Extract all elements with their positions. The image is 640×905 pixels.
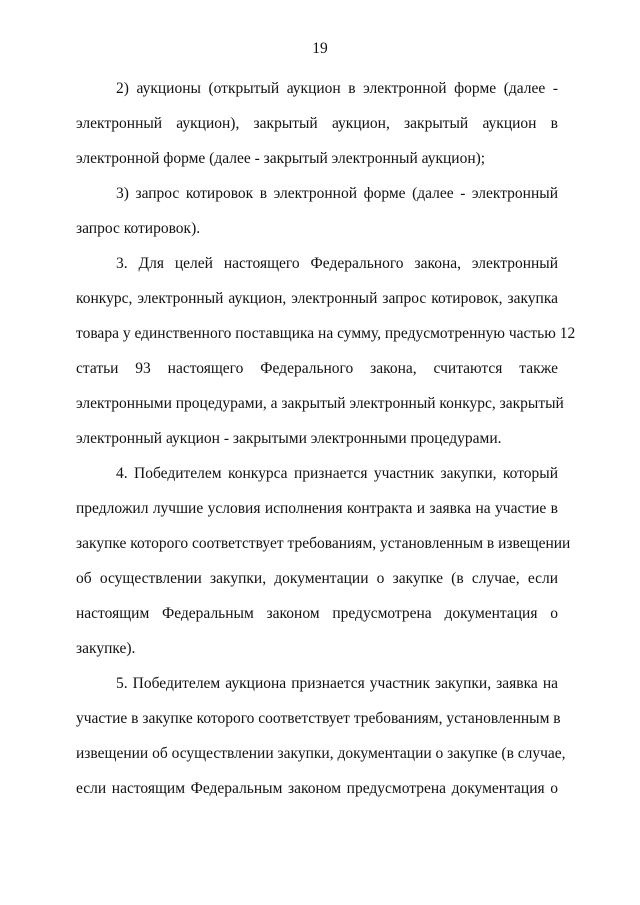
- text-line: 5. Победителем аукциона признается участник закупки, заявка на: [116, 675, 558, 692]
- text-line: электронной форме (далее - закрытый электронный аукцион);: [76, 150, 486, 167]
- text-line: закупке которого соответствует требованиям, установленным в извещении: [76, 535, 571, 552]
- text-line: электронный аукцион), закрытый аукцион, закрытый аукцион в: [76, 115, 558, 132]
- text-line: 4. Победителем конкурса признается участник закупки, который: [116, 465, 558, 482]
- text-line: электронный аукцион - закрытыми электронными процедурами.: [76, 430, 502, 447]
- text-line: предложил лучшие условия исполнения контракта и заявка на участие в: [76, 500, 558, 517]
- paragraph-section-4: [76, 456, 571, 666]
- document-body: [76, 71, 576, 806]
- text-line: 2) аукционы (открытый аукцион в электронной форме (далее -: [116, 80, 558, 97]
- paragraph-clause-3-quotations: [76, 176, 558, 246]
- text-line: участие в закупке которого соответствует требованиям, установленным в: [76, 710, 561, 727]
- text-line: конкурс, электронный аукцион, электронный запрос котировок, закупка: [76, 290, 558, 307]
- text-line: электронными процедурами, а закрытый электронный конкурс, закрытый: [76, 395, 564, 412]
- text-line: если настоящим Федеральным законом предусмотрена документация о: [76, 780, 558, 797]
- paragraph-section-5: [76, 666, 566, 806]
- text-line: настоящим Федеральным законом предусмотрена документация о: [76, 605, 558, 622]
- text-line: товара у единственного поставщика на сумму, предусмотренную частью 12: [76, 325, 576, 342]
- text-line: извещении об осуществлении закупки, документации о закупке (в случае,: [76, 745, 566, 762]
- text-line: 3) запрос котировок в электронной форме (далее - электронный: [116, 185, 558, 202]
- text-line: об осуществлении закупки, документации о закупке (в случае, если: [76, 570, 558, 587]
- page-number: 19: [312, 40, 328, 57]
- paragraph-section-3: [76, 246, 576, 456]
- text-line: статьи 93 настоящего Федерального закона, считаются также: [76, 360, 558, 377]
- text-line: запрос котировок).: [76, 220, 201, 237]
- paragraph-clause-2-auctions: [76, 71, 558, 176]
- text-line: 3. Для целей настоящего Федерального закона, электронный: [116, 255, 558, 272]
- text-line: закупке).: [76, 640, 136, 657]
